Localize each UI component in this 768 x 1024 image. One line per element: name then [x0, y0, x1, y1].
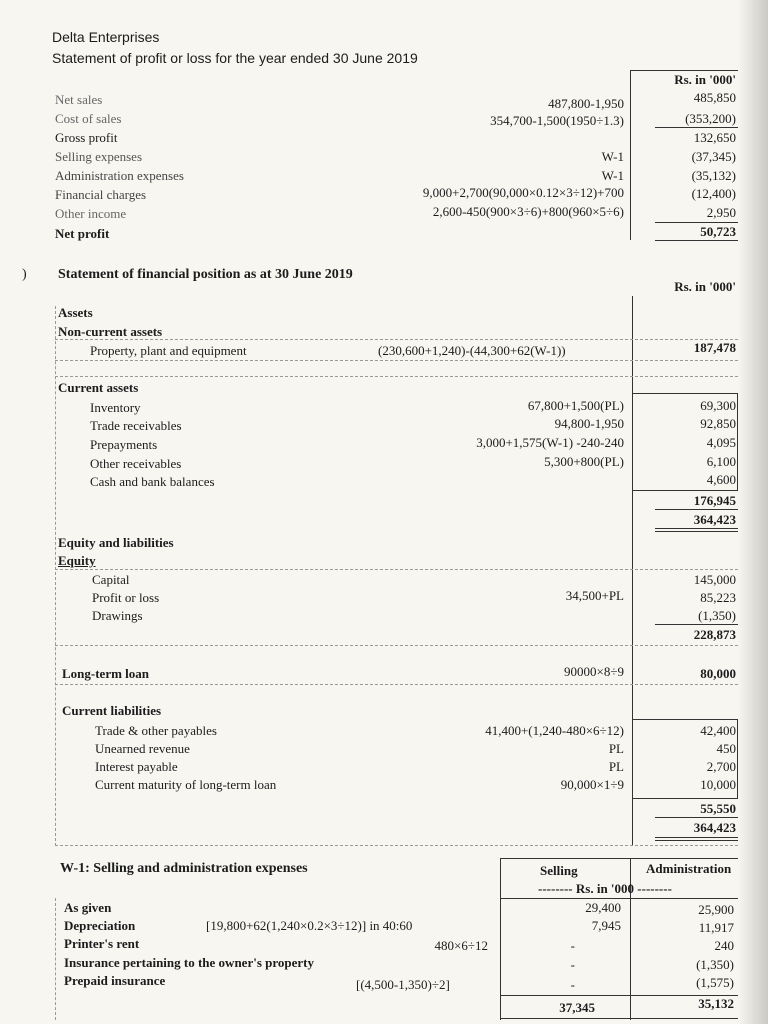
fp-cl-label: Current maturity of long-term loan	[95, 777, 277, 792]
fp-ca-box-top	[632, 393, 738, 394]
w1-total-rule	[500, 1018, 738, 1019]
fp-eq-liab-total: 364,423	[693, 820, 736, 835]
fp-ltl-calc: 90000×8÷9	[564, 664, 624, 679]
fp-ca-label: Prepayments	[90, 437, 158, 452]
section-marker: )	[22, 267, 27, 282]
w1-selling-amount: -	[570, 938, 575, 953]
fp-unit-label: Rs. in '000'	[674, 279, 736, 294]
fp-equity-amount: (1,350)	[698, 608, 736, 623]
w1-selling-total: 37,345	[559, 1000, 595, 1015]
fp-ca-calc: 5,300+800(PL)	[544, 454, 624, 469]
company-name: Delta Enterprises	[52, 29, 160, 45]
fp-ca-amount: 6,100	[706, 454, 736, 469]
pl-row-calc: 2,600-450(900×3÷6)+800(960×5÷6)	[432, 204, 624, 219]
pl-row-calc: 487,800-1,950	[548, 96, 624, 111]
total-rule	[655, 531, 738, 532]
w1-selling-amount: 7,945	[591, 918, 621, 933]
w1-row-calc: 480×6÷12	[434, 938, 488, 953]
w1-row-label: Prepaid insurance	[64, 973, 166, 988]
fp-cl-amount: 42,400	[700, 723, 736, 738]
pl-row-label: Gross profit	[55, 130, 118, 145]
fp-ca-amount: 4,600	[706, 472, 736, 487]
pl-amount-column-left-rule	[630, 70, 631, 240]
fp-cl-amount: 450	[716, 741, 736, 756]
fp-cl-calc: 41,400+(1,240-480×6÷12)	[485, 723, 624, 738]
row-divider	[55, 339, 738, 340]
fp-ltl-amount: 80,000	[700, 666, 736, 681]
fp-ca-label: Inventory	[90, 400, 141, 415]
subtotal-rule	[655, 509, 738, 510]
row-divider	[55, 684, 738, 685]
subtotal-rule	[655, 817, 738, 818]
fp-equity-heading: Equity	[58, 553, 96, 568]
fp-ca-amount: 69,300	[700, 398, 736, 413]
fp-cl-label: Unearned revenue	[95, 741, 190, 756]
pl-row-calc: W-1	[601, 149, 624, 164]
pl-row-amount: 2,950	[706, 205, 736, 220]
fp-title: Statement of financial position as at 30 June 2019	[58, 267, 353, 282]
w1-left-margin-rule	[55, 898, 56, 1020]
fp-ppe-calc: (230,600+1,240)-(44,300+62(W-1))	[378, 343, 566, 358]
pl-subtotal-rule	[655, 127, 738, 128]
fp-cl-calc: PL	[608, 759, 624, 774]
pl-row-calc: W-1	[601, 168, 624, 183]
fp-equity-label: Drawings	[92, 608, 143, 623]
pl-row-calc: 9,000+2,700(90,000×0.12×3÷12)+700	[422, 185, 624, 200]
row-divider	[55, 845, 738, 846]
w1-row-label: Insurance pertaining to the owner's property	[64, 955, 315, 970]
subtotal-rule	[655, 624, 738, 625]
fp-equity-amount: 145,000	[693, 572, 736, 587]
fp-assets-total: 364,423	[693, 512, 736, 527]
w1-header-top-rule	[500, 858, 738, 859]
fp-ca-amount: 4,095	[706, 435, 736, 450]
pl-total-rule	[655, 240, 738, 241]
fp-equity-amount: 85,223	[700, 590, 736, 605]
pl-row-label: Selling expenses	[55, 149, 143, 164]
fp-ca-calc: 67,800+1,500(PL)	[527, 398, 624, 413]
w1-row-calc: [19,800+62(1,240×0.2×3÷12)] in 40:60	[206, 918, 413, 933]
pl-net-profit-amount: 50,723	[700, 224, 736, 239]
pl-row-label: Net profit	[55, 226, 110, 241]
w1-col-selling: Selling	[540, 863, 578, 878]
fp-ppe-amount: 187,478	[693, 340, 736, 355]
pl-row-amount: (35,132)	[691, 168, 736, 183]
w1-header-bottom-rule	[500, 898, 738, 899]
pl-amount-column-top-rule	[630, 70, 738, 71]
fp-ltl-label: Long-term loan	[62, 666, 150, 681]
fp-cl-calc: PL	[608, 741, 624, 756]
fp-ca-total: 176,945	[693, 493, 736, 508]
pl-row-label: Net sales	[55, 92, 103, 107]
row-divider	[55, 645, 738, 646]
fp-cl-total: 55,550	[700, 801, 736, 816]
fp-nca-heading: Non-current assets	[58, 324, 163, 339]
pl-row-amount: 485,850	[693, 90, 736, 105]
w1-admin-total: 35,132	[698, 996, 734, 1011]
fp-eq-liab-heading: Equity and liabilities	[58, 535, 174, 550]
w1-unit-label: -------- Rs. in '000 --------	[538, 881, 672, 896]
w1-admin-amount: (1,350)	[696, 957, 734, 972]
fp-cl-box-bottom	[632, 798, 738, 799]
fp-left-margin-rule	[55, 306, 56, 846]
w1-selling-amount: -	[570, 977, 575, 992]
row-divider	[55, 376, 738, 377]
w1-row-label: Printer's rent	[64, 936, 140, 951]
w1-title: W-1: Selling and administration expenses	[60, 861, 308, 876]
page-edge-shadow	[738, 0, 768, 1024]
pl-row-amount: 132,650	[693, 130, 736, 145]
pl-row-amount: (353,200)	[685, 111, 736, 126]
fp-cl-amount: 10,000	[700, 777, 736, 792]
fp-ca-label: Other receivables	[90, 456, 182, 471]
w1-selling-amount: 29,400	[585, 900, 621, 915]
fp-ca-label: Trade receivables	[90, 418, 182, 433]
fp-cl-label: Trade & other payables	[95, 723, 217, 738]
fp-ca-calc: 94,800-1,950	[554, 416, 624, 431]
fp-cl-label: Interest payable	[95, 759, 178, 774]
w1-admin-amount: 240	[714, 938, 734, 953]
fp-equity-calc: 34,500+PL	[565, 588, 624, 603]
pl-title: Statement of profit or loss for the year ended 30 June 2019	[52, 50, 418, 66]
row-divider	[55, 360, 738, 361]
w1-admin-amount: (1,575)	[696, 975, 734, 990]
total-rule	[655, 528, 738, 529]
total-rule	[655, 840, 738, 841]
fp-ca-amount: 92,850	[700, 416, 736, 431]
fp-equity-total: 228,873	[693, 627, 736, 642]
fp-cl-calc: 90,000×1÷9	[560, 777, 624, 792]
pl-row-calc: 354,700-1,500(1950÷1.3)	[490, 113, 624, 128]
fp-cl-amount: 2,700	[706, 759, 736, 774]
pl-row-label: Administration expenses	[55, 168, 184, 183]
total-rule	[655, 837, 738, 838]
fp-ca-heading: Current assets	[58, 380, 139, 395]
w1-selling-amount: -	[570, 957, 575, 972]
fp-cl-heading: Current liabilities	[62, 703, 162, 718]
fp-ca-calc: 3,000+1,575(W-1) -240-240	[476, 435, 624, 450]
pl-unit-label: Rs. in '000'	[674, 72, 736, 87]
fp-equity-label: Capital	[92, 572, 130, 587]
fp-ca-box-bottom	[632, 490, 738, 491]
pl-row-label: Financial charges	[55, 187, 147, 202]
w1-admin-amount: 11,917	[698, 920, 734, 935]
pl-row-label: Cost of sales	[55, 111, 122, 126]
w1-admin-amount: 25,900	[698, 902, 734, 917]
fp-assets-heading: Assets	[58, 305, 93, 320]
pl-row-label: Other income	[55, 206, 127, 221]
fp-cl-box-top	[632, 719, 738, 720]
fp-equity-label: Profit or loss	[92, 590, 160, 605]
w1-row-label: As given	[64, 900, 112, 915]
pl-subtotal-rule	[655, 222, 738, 223]
w1-row-calc: [(4,500-1,350)÷2]	[356, 977, 450, 992]
pl-row-amount: (37,345)	[691, 149, 736, 164]
w1-col-admin: Administration	[646, 861, 732, 876]
fp-ca-label: Cash and bank balances	[90, 474, 215, 489]
w1-row-label: Depreciation	[64, 918, 136, 933]
fp-amount-column-rule	[632, 296, 633, 845]
pl-row-amount: (12,400)	[691, 186, 736, 201]
fp-ppe-label: Property, plant and equipment	[90, 343, 247, 358]
row-divider	[55, 569, 738, 570]
